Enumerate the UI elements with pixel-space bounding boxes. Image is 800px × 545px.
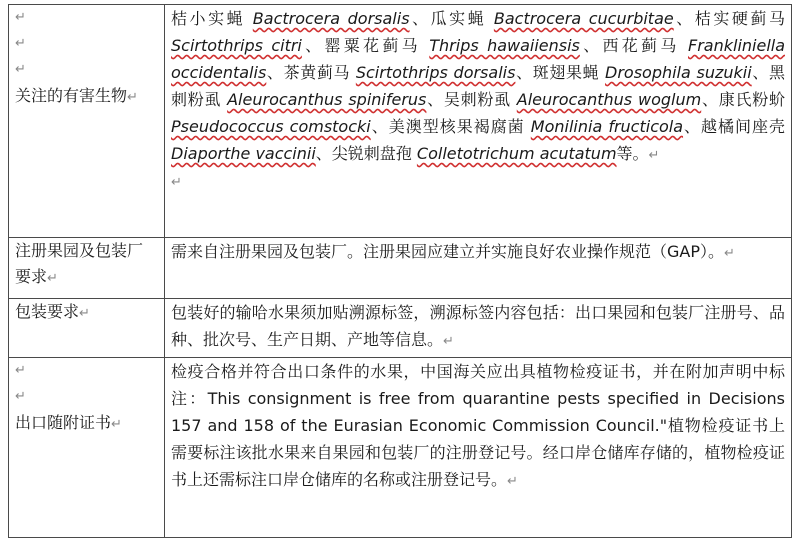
pest-cn-name: 茶黄蓟马 — [283, 63, 351, 82]
pest-separator: 、 — [701, 90, 719, 109]
pest-cn-name: 罂粟花蓟马 — [324, 36, 421, 55]
pest-separator: 、 — [426, 90, 444, 109]
para-mark: ↵ — [507, 474, 518, 489]
label-cell-orchard — [9, 238, 165, 299]
certificate-text-after: 植物检疫证书上需要标注该批水果来自果园和包装厂的注册登记号。经口岸仓储库存储的，植物检疫证书上还需标注口岸仓储库的名称或注册登记号。 — [171, 416, 785, 489]
pest-cn-name: 斑翅果蝇 — [532, 63, 600, 82]
content-cell-orchard — [165, 238, 792, 299]
pest-scientific-name: Diaporthe vaccinii — [171, 144, 316, 163]
para-mark: ↵ — [171, 175, 182, 190]
pest-separator: 、 — [409, 9, 431, 28]
content-cell-certificate — [165, 358, 792, 538]
para-mark: ↵ — [127, 90, 138, 105]
label-certificate: 出口随附证书 — [15, 413, 112, 432]
pest-list-ending: 等。 — [616, 144, 649, 163]
pest-cn-name: 黑刺粉虱 — [171, 63, 785, 109]
label-cell-certificate — [9, 358, 165, 538]
para-mark: ↵ — [443, 334, 454, 349]
row-orchard — [9, 238, 792, 299]
pest-separator: 、 — [301, 36, 325, 55]
pest-separator: 、 — [751, 63, 769, 82]
row-certificate — [9, 358, 792, 538]
pest-separator: 、 — [579, 36, 603, 55]
certificate-text-before: 检疫合格并符合出口条件的水果，中国海关应出具植物检疫证书，并在附加声明中标注： — [171, 362, 785, 408]
label-packaging: 包装要求 — [15, 302, 80, 321]
pest-separator: 、 — [683, 117, 702, 136]
row-pests — [9, 5, 792, 238]
certificate-english: This consignment is free from quarantine pests specified in Decisions 157 and 158 of the Eurasian Economic Commission Council." — [171, 389, 785, 435]
para-mark: ↵ — [111, 417, 122, 432]
pest-separator: 、 — [370, 117, 389, 136]
label-cell-packaging — [9, 299, 165, 358]
pest-cn-name: 吴刺粉虱 — [443, 90, 511, 109]
pest-scientific-name: Colletotrichum acutatum — [416, 144, 617, 163]
label-pests: 关注的有害生物 — [15, 86, 128, 105]
pest-scientific-name: Drosophila suzukii — [605, 63, 752, 82]
pest-scientific-name: Bactrocera dorsalis — [252, 9, 410, 28]
pest-cn-name: 美澳型核果褐腐菌 — [388, 117, 525, 136]
pest-list — [171, 5, 785, 169]
pest-scientific-name: Thrips hawaiiensis — [429, 36, 580, 55]
pest-separator: 、 — [673, 9, 695, 28]
pest-cn-name: 瓜实蝇 — [430, 9, 487, 28]
pest-cn-name: 尖锐刺盘孢 — [331, 144, 412, 163]
para-mark: ↵ — [15, 62, 26, 77]
pest-scientific-name: Aleurocanthus woglum — [516, 90, 702, 109]
pest-cn-name: 越橘间座壳 — [701, 117, 786, 136]
content-cell-packaging — [165, 299, 792, 358]
para-mark: ↵ — [15, 363, 26, 378]
row-packaging — [9, 299, 792, 358]
packaging-text: 包装好的输哈水果须加贴溯源标签，溯源标签内容包括：出口果园和包装厂注册号、品种、批次号、生产日期、产地等信息。 — [171, 303, 785, 349]
para-mark: ↵ — [648, 148, 660, 163]
pest-cn-name: 西花蓟马 — [602, 36, 680, 55]
label-cell-pests — [9, 5, 165, 238]
pest-scientific-name: Frankliniella occidentalis — [171, 36, 786, 82]
orchard-text: 需来自注册果园及包装厂。注册果园应建立并实施良好农业操作规范（GAP）。 — [171, 242, 724, 261]
para-mark: ↵ — [79, 306, 90, 321]
para-mark: ↵ — [724, 246, 735, 261]
pest-scientific-name: Bactrocera cucurbitae — [493, 9, 674, 28]
pest-scientific-name: Aleurocanthus spiniferus — [227, 90, 427, 109]
pest-separator: 、 — [266, 63, 284, 82]
pest-scientific-name: Scirtothrips citri — [171, 36, 302, 55]
para-mark: ↵ — [15, 10, 26, 25]
label-orchard: 注册果园及包装厂要求 — [15, 241, 144, 286]
para-mark: ↵ — [47, 271, 58, 286]
para-mark: ↵ — [15, 389, 26, 404]
pest-scientific-name: Monilinia fructicola — [530, 117, 684, 136]
content-cell-pests — [165, 5, 792, 238]
pest-scientific-name: Scirtothrips dorsalis — [355, 63, 516, 82]
requirements-table — [8, 4, 792, 538]
pest-separator: 、 — [315, 144, 332, 163]
pest-separator: 、 — [515, 63, 533, 82]
para-mark: ↵ — [15, 36, 26, 51]
pest-cn-name: 桔小实蝇 — [171, 9, 246, 28]
pest-scientific-name: Pseudococcus comstocki — [171, 117, 371, 136]
pest-cn-name: 桔实硬蓟马 — [694, 9, 785, 28]
pest-cn-name: 康氏粉蚧 — [718, 90, 785, 109]
